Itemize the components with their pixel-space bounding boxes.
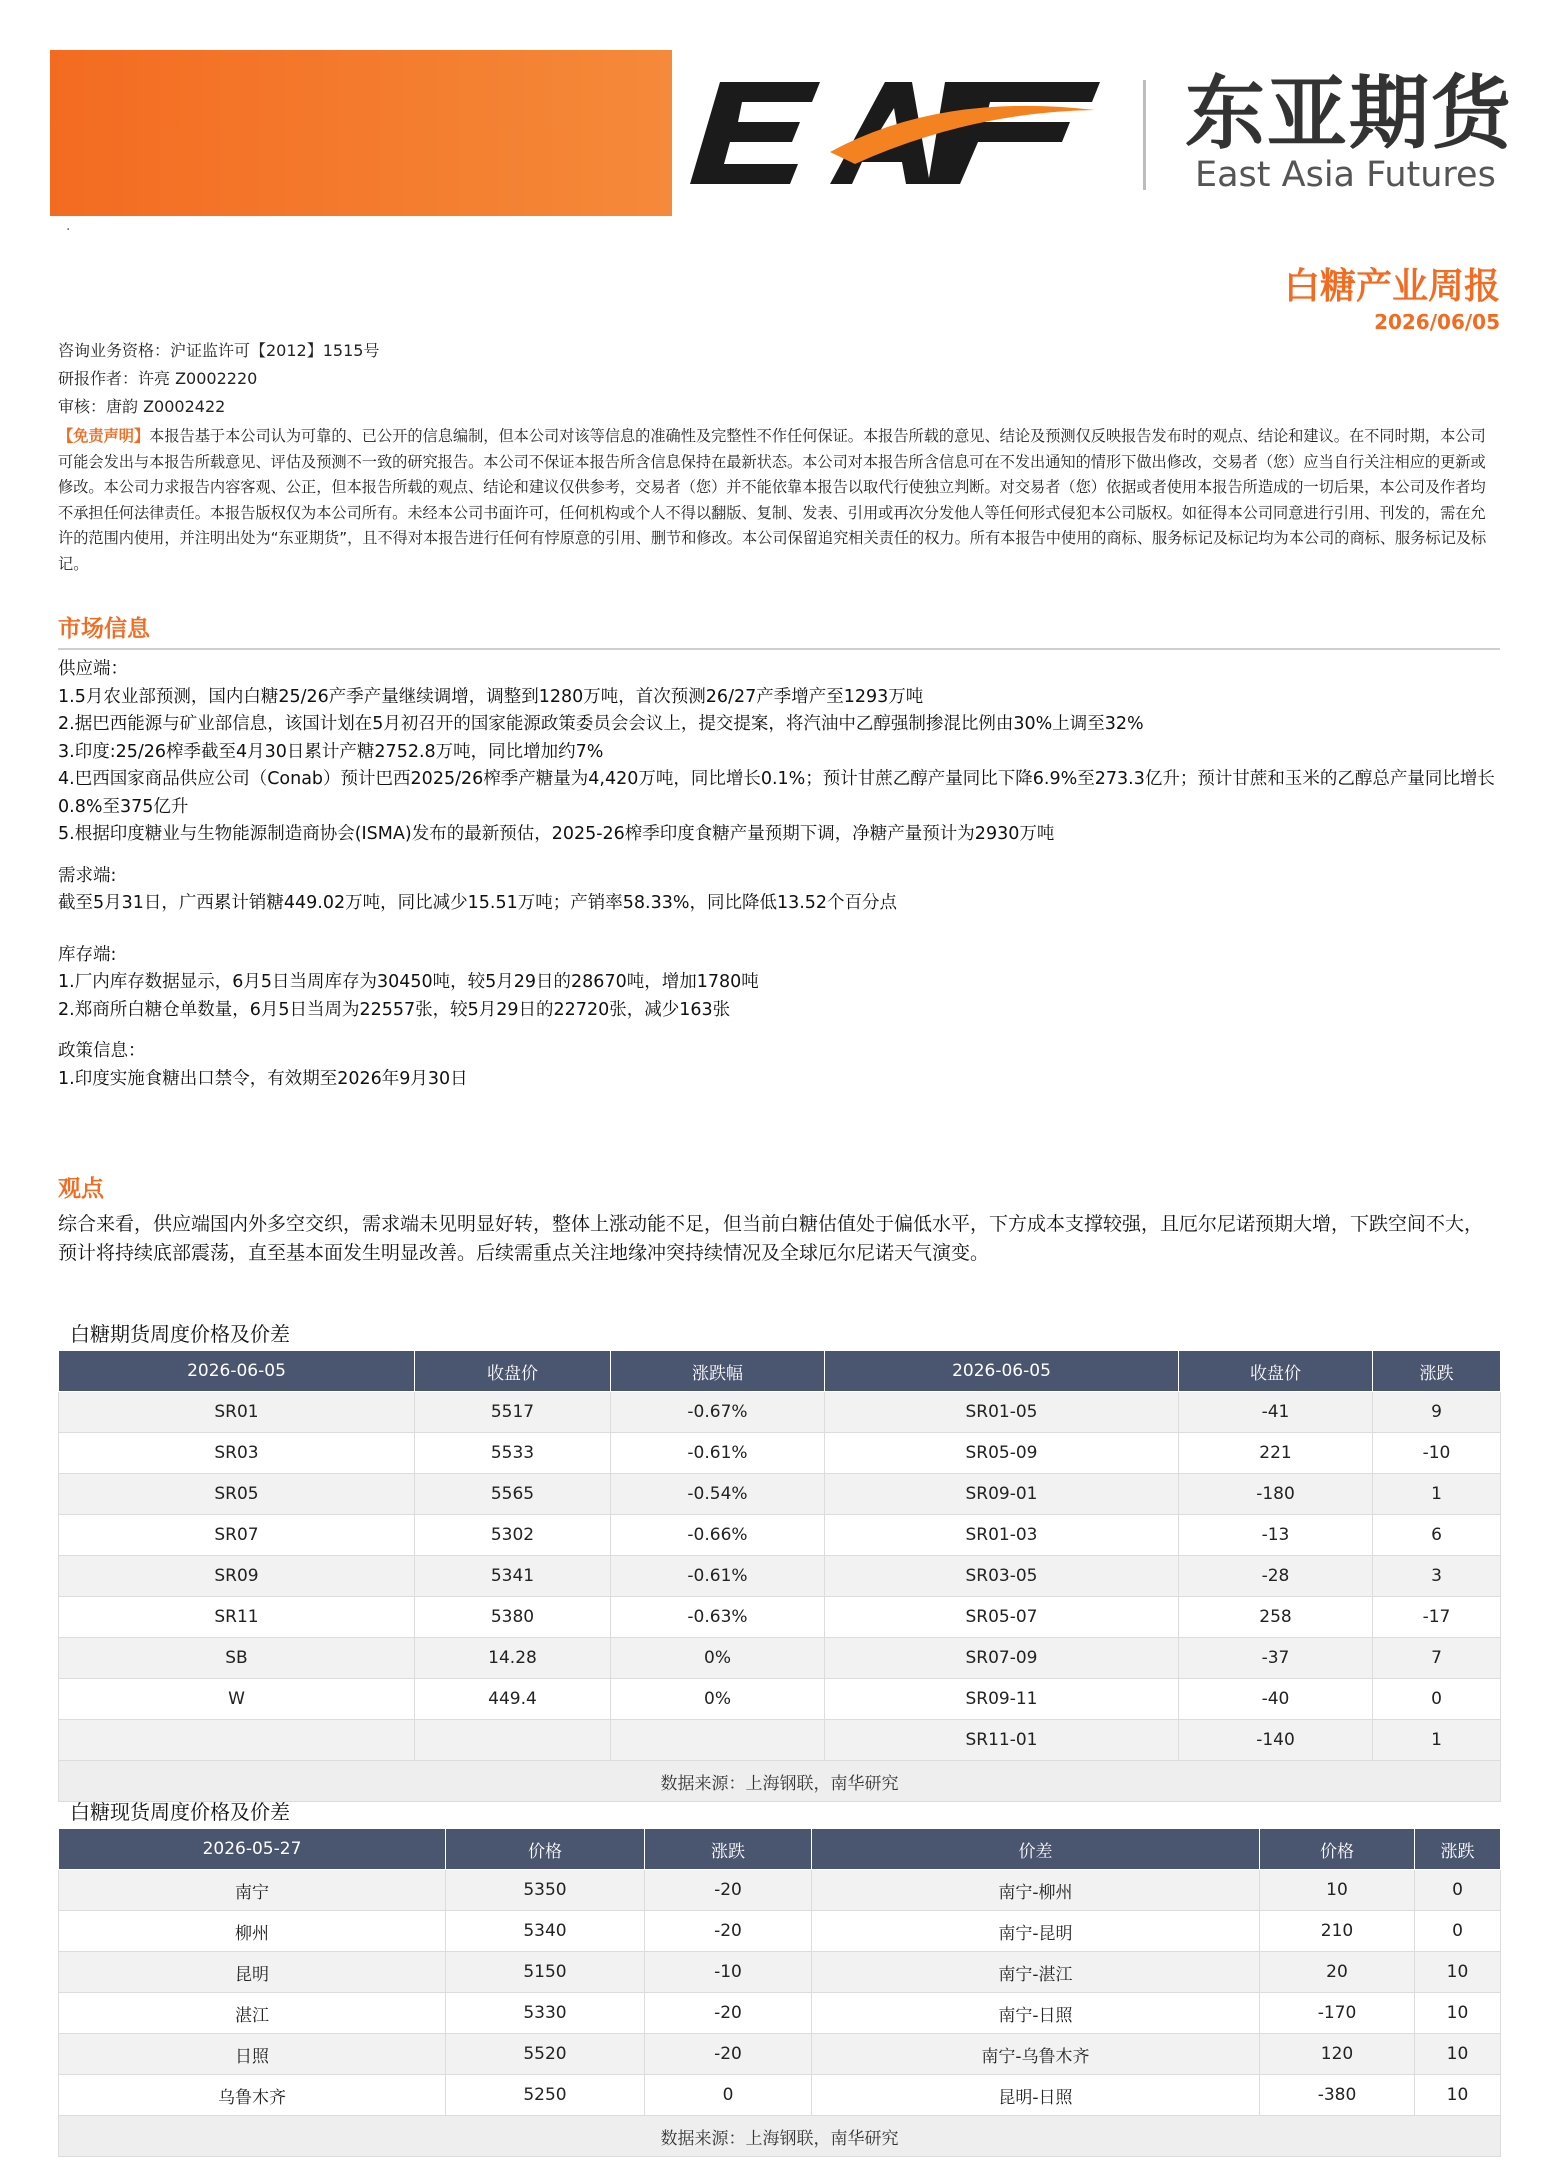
spot-header-row xyxy=(59,1829,1501,1870)
opinion-heading: 观点 xyxy=(58,1176,104,1202)
spot-col-spread-change: 涨跌 xyxy=(1415,1829,1501,1870)
inventory-item-2: 2.郑商所白糖仓单数量，6月5日当周为22557张，较5月29日的22720张，减少163张 xyxy=(58,999,731,1020)
futures-col-spread-date: 2026-06-05 xyxy=(825,1351,1179,1392)
supply-item-2: 2.据巴西能源与矿业部信息，该国计划在5月初召开的国家能源政策委员会会议上，提交提案，将汽油中乙醇强制掺混比例由30%上调至32% xyxy=(58,714,1144,734)
spot-source-row xyxy=(59,2116,1501,2157)
table-row xyxy=(59,1556,1501,1597)
table-cell: -28 xyxy=(1179,1556,1373,1597)
demand-heading: 需求端: xyxy=(58,865,117,886)
table-cell: -17 xyxy=(1373,1597,1501,1638)
table-cell: 5350 xyxy=(446,1870,645,1911)
table-cell: 昆明 xyxy=(59,1952,446,1993)
table-cell xyxy=(59,1720,415,1761)
table-cell: 0 xyxy=(1415,1870,1501,1911)
table-row xyxy=(59,1993,1501,2034)
table-cell: 5380 xyxy=(415,1597,611,1638)
table-cell: SR09 xyxy=(59,1556,415,1597)
supply-item-5: 5.根据印度糖业与生物能源制造商协会(ISMA)发布的最新预估，2025-26榨季印度食糖产量预期下调，净糖产量预计为2930万吨 xyxy=(58,824,1055,844)
table-cell: 0% xyxy=(611,1638,825,1679)
table-cell: 5302 xyxy=(415,1515,611,1556)
table-cell: -10 xyxy=(1373,1433,1501,1474)
table-cell: SR05 xyxy=(59,1474,415,1515)
logo-chinese-name: 东亚期货 xyxy=(1185,67,1513,160)
table-row xyxy=(59,1870,1501,1911)
table-cell: -0.61% xyxy=(611,1556,825,1597)
table-cell: SR09-11 xyxy=(825,1679,1179,1720)
table-cell: 3 xyxy=(1373,1556,1501,1597)
table-cell: -0.63% xyxy=(611,1597,825,1638)
table-cell: 10 xyxy=(1415,2034,1501,2075)
table-cell: 5341 xyxy=(415,1556,611,1597)
table-row xyxy=(59,1597,1501,1638)
qualification-line: 咨询业务资格：沪证监许可【2012】1515号 xyxy=(58,341,380,360)
table-cell: -170 xyxy=(1260,1993,1415,2034)
table-cell: 1 xyxy=(1373,1720,1501,1761)
policy-heading: 政策信息： xyxy=(58,1041,146,1061)
futures-table xyxy=(58,1350,1501,1802)
table-cell: SR05-09 xyxy=(825,1433,1179,1474)
table-cell: SR01-03 xyxy=(825,1515,1179,1556)
table-cell: -380 xyxy=(1260,2075,1415,2116)
table-cell: -0.54% xyxy=(611,1474,825,1515)
table-cell: 10 xyxy=(1260,1870,1415,1911)
futures-col-date: 2026-06-05 xyxy=(59,1351,415,1392)
table-cell: 5330 xyxy=(446,1993,645,2034)
table-cell: 10 xyxy=(1415,2075,1501,2116)
table-cell: 5250 xyxy=(446,2075,645,2116)
futures-col-spread-close: 收盘价 xyxy=(1179,1351,1373,1392)
table-cell: SR05-07 xyxy=(825,1597,1179,1638)
table-cell: -20 xyxy=(645,1870,812,1911)
table-row xyxy=(59,1911,1501,1952)
table-cell: 南宁 xyxy=(59,1870,446,1911)
table-cell: 5150 xyxy=(446,1952,645,1993)
table-cell: SR07 xyxy=(59,1515,415,1556)
table-cell: 柳州 xyxy=(59,1911,446,1952)
inventory-item-1: 1.厂内库存数据显示，6月5日当周库存为30450吨，较5月29日的28670吨，增加1780吨 xyxy=(58,972,759,992)
table-cell: -20 xyxy=(645,1911,812,1952)
table-cell: 7 xyxy=(1373,1638,1501,1679)
policy-item-1: 1.印度实施食糖出口禁令，有效期至2026年9月30日 xyxy=(58,1068,468,1089)
supply-heading: 供应端： xyxy=(58,659,128,679)
table-cell: 449.4 xyxy=(415,1679,611,1720)
table-cell: -0.66% xyxy=(611,1515,825,1556)
table-cell: SR01 xyxy=(59,1392,415,1433)
table-row xyxy=(59,1515,1501,1556)
market-body xyxy=(58,656,1508,1093)
author-line: 研报作者：许亮 Z0002220 xyxy=(58,369,258,388)
table-cell: 10 xyxy=(1415,1952,1501,1993)
table-row xyxy=(59,1392,1501,1433)
spot-source: 数据来源：上海钢联，南华研究 xyxy=(59,2116,1501,2157)
table-cell: -20 xyxy=(645,2034,812,2075)
reviewer-line: 审核：唐韵 Z0002422 xyxy=(58,397,226,416)
table-cell: 10 xyxy=(1415,1993,1501,2034)
table-cell: 14.28 xyxy=(415,1638,611,1679)
table-cell: 南宁-湛江 xyxy=(812,1952,1260,1993)
table-cell: 221 xyxy=(1179,1433,1373,1474)
table-cell: SB xyxy=(59,1638,415,1679)
futures-table-title: 白糖期货周度价格及价差 xyxy=(70,1322,290,1346)
header-orange-band xyxy=(50,50,672,216)
header-dot: · xyxy=(66,222,71,238)
table-cell: 210 xyxy=(1260,1911,1415,1952)
futures-col-pct: 涨跌幅 xyxy=(611,1351,825,1392)
table-cell: 乌鲁木齐 xyxy=(59,2075,446,2116)
eaf-logo-icon xyxy=(680,72,1120,212)
spot-table xyxy=(58,1828,1501,2157)
table-row xyxy=(59,1433,1501,1474)
spot-col-spread: 价差 xyxy=(812,1829,1260,1870)
table-cell: 1 xyxy=(1373,1474,1501,1515)
table-cell: -180 xyxy=(1179,1474,1373,1515)
table-row xyxy=(59,1474,1501,1515)
spot-col-spread-price: 价格 xyxy=(1260,1829,1415,1870)
table-cell: 南宁-昆明 xyxy=(812,1911,1260,1952)
table-row xyxy=(59,1638,1501,1679)
table-row xyxy=(59,1720,1501,1761)
table-row xyxy=(59,1679,1501,1720)
table-cell: 5517 xyxy=(415,1392,611,1433)
opinion-text: 综合来看，供应端国内外多空交织，需求端未见明显好转，整体上涨动能不足，但当前白糖估值处于偏低水平，下方成本支撑较强，且厄尔尼诺预期大增，下跌空间不大，预计将持续底部震荡，直至基本面发生明显改善。后续需重点关注地缘冲突持续情况及全球厄尔尼诺天气演变。 xyxy=(58,1213,1484,1264)
table-cell: 0 xyxy=(1415,1911,1501,1952)
table-cell xyxy=(415,1720,611,1761)
table-cell: 南宁-柳州 xyxy=(812,1870,1260,1911)
table-cell: 5340 xyxy=(446,1911,645,1952)
market-rule xyxy=(58,648,1500,650)
table-cell: 0 xyxy=(1373,1679,1501,1720)
spot-table-title: 白糖现货周度价格及价差 xyxy=(70,1800,290,1824)
spot-col-price: 价格 xyxy=(446,1829,645,1870)
inventory-heading: 库存端: xyxy=(58,944,117,965)
table-cell: -10 xyxy=(645,1952,812,1993)
table-cell: -13 xyxy=(1179,1515,1373,1556)
table-cell: SR01-05 xyxy=(825,1392,1179,1433)
logo-english-name: East Asia Futures xyxy=(1195,155,1496,195)
table-cell: 0% xyxy=(611,1679,825,1720)
disclaimer-text: 本报告基于本公司认为可靠的、已公开的信息编制，但本公司对该等信息的准确性及完整性不作任何保证。本报告所载的意见、结论及预测仅反映报告发布时的观点、结论和建议。在不同时期，本公司可能会发出与本报告所载意见、评估及预测不一致的研究报告。本公司不保证本报告所含信息保持在最新状态。本公司对本报告所含信息可在不发出通知的情形下做出修改，交易者（您）应当自行关注相应的更新或修改。本公司力求报告内容客观、公正，但本报告所载的观点、结论和建议仅供参考，交易者（您）并不能依靠本报告以取代行使独立判断。对交易者（您）依据或者使用本报告所造成的一切后果，本公司及作者均不承担任何法律责任。本报告版权仅为本公司所有。未经本公司书面许可，任何机构或个人不得以翻版、复制、发表、引用或再次分发他人等任何形式侵犯本公司版权。如征得本公司同意进行引用、刊发的，需在允许的范围内使用，并注明出处为“东亚期货”，且不得对本报告进行任何有悖原意的引用、删节和修改。本公司保留追究相关责任的权力。所有本报告中使用的商标、服务标记及标记均为本公司的商标、服务标记及标记。 xyxy=(58,427,1487,573)
table-cell: 120 xyxy=(1260,2034,1415,2075)
market-heading: 市场信息 xyxy=(58,616,150,642)
table-cell: SR11-01 xyxy=(825,1720,1179,1761)
disclaimer xyxy=(58,424,1498,577)
table-cell: 湛江 xyxy=(59,1993,446,2034)
table-cell: -0.61% xyxy=(611,1433,825,1474)
table-row xyxy=(59,1952,1501,1993)
disclaimer-tag: 【免责声明】 xyxy=(58,427,150,445)
table-cell: 南宁-乌鲁木齐 xyxy=(812,2034,1260,2075)
table-cell: 日照 xyxy=(59,2034,446,2075)
table-cell: 20 xyxy=(1260,1952,1415,1993)
table-cell: 6 xyxy=(1373,1515,1501,1556)
table-cell: -41 xyxy=(1179,1392,1373,1433)
table-cell: W xyxy=(59,1679,415,1720)
spot-col-date: 2026-05-27 xyxy=(59,1829,446,1870)
table-cell: -20 xyxy=(645,1993,812,2034)
table-cell: 5533 xyxy=(415,1433,611,1474)
table-cell: 昆明-日照 xyxy=(812,2075,1260,2116)
table-cell: 南宁-日照 xyxy=(812,1993,1260,2034)
futures-col-close: 收盘价 xyxy=(415,1351,611,1392)
table-cell: -0.67% xyxy=(611,1392,825,1433)
table-cell: SR11 xyxy=(59,1597,415,1638)
demand-item-1: 截至5月31日，广西累计销糖449.02万吨，同比减少15.51万吨；产销率58.33%，同比降低13.52个百分点 xyxy=(58,893,898,913)
supply-item-1: 1.5月农业部预测，国内白糖25/26产季产量继续调增，调整到1280万吨，首次预测26/27产季增产至1293万吨 xyxy=(58,686,924,707)
table-cell: -40 xyxy=(1179,1679,1373,1720)
table-cell: 258 xyxy=(1179,1597,1373,1638)
logo-divider xyxy=(1143,80,1146,190)
table-cell: SR03 xyxy=(59,1433,415,1474)
table-cell: 9 xyxy=(1373,1392,1501,1433)
supply-item-4: 4.巴西国家商品供应公司（Conab）预计巴西2025/26榨季产糖量为4,420万吨，同比增长0.1%；预计甘蔗乙醇产量同比下降6.9%至273.3亿升；预计甘蔗和玉米的乙醇总产量同比增长0.8%至375亿升 xyxy=(58,769,1495,817)
table-cell: SR09-01 xyxy=(825,1474,1179,1515)
table-cell: SR07-09 xyxy=(825,1638,1179,1679)
futures-header-row xyxy=(59,1351,1501,1392)
table-cell xyxy=(611,1720,825,1761)
table-cell: -140 xyxy=(1179,1720,1373,1761)
table-cell: 5565 xyxy=(415,1474,611,1515)
table-row xyxy=(59,2034,1501,2075)
spot-col-change: 涨跌 xyxy=(645,1829,812,1870)
table-cell: 5520 xyxy=(446,2034,645,2075)
table-row xyxy=(59,2075,1501,2116)
supply-item-3: 3.印度:25/26榨季截至4月30日累计产糖2752.8万吨，同比增加约7% xyxy=(58,741,604,762)
report-title: 白糖产业周报 xyxy=(1283,266,1500,307)
futures-col-change: 涨跌 xyxy=(1373,1351,1501,1392)
futures-source: 数据来源：上海钢联，南华研究 xyxy=(59,1761,1501,1802)
table-cell: SR03-05 xyxy=(825,1556,1179,1597)
table-cell: 0 xyxy=(645,2075,812,2116)
report-date: 2026/06/05 xyxy=(1374,310,1500,334)
table-cell: -37 xyxy=(1179,1638,1373,1679)
